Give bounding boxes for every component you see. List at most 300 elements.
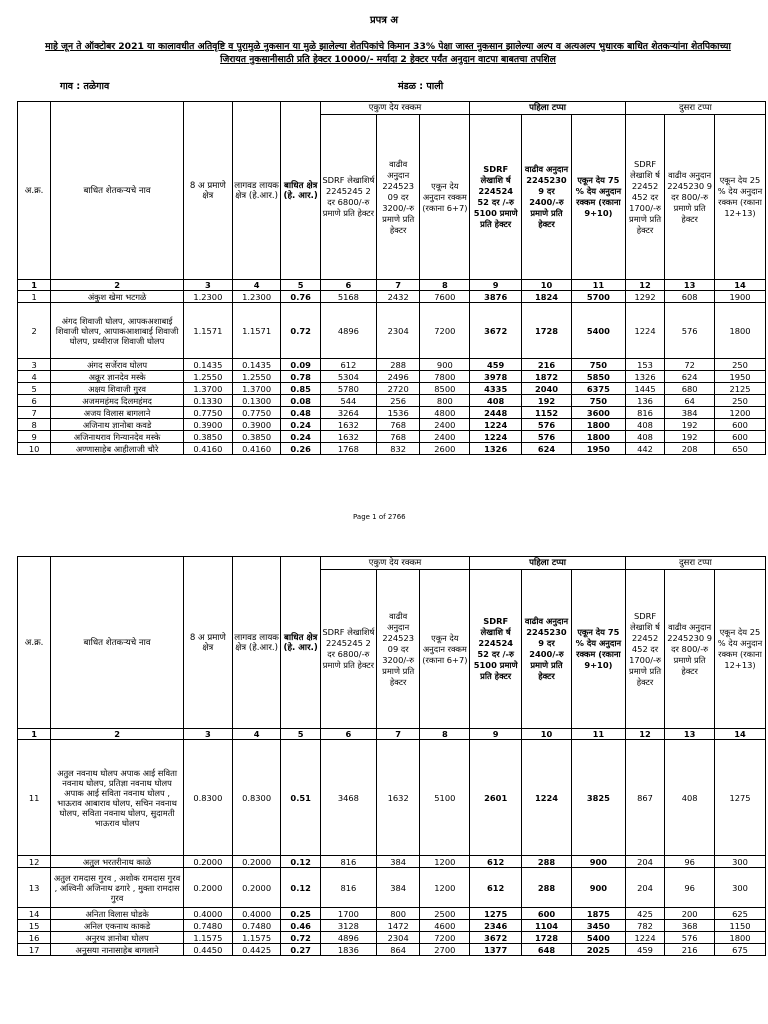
farmer-name-cell: अजय विलास बागलाने [51, 407, 184, 419]
extra-grant-cell: 800 [376, 908, 420, 920]
affected-area-cell: 0.72 [281, 932, 320, 944]
cultivable-area-header: लागवड लायक क्षेत्र (हे.आर.) [232, 102, 281, 280]
column-number: 12 [625, 280, 664, 291]
second-sdrf-cell: 1224 [625, 932, 664, 944]
first-sdrf-cell: 3876 [470, 291, 522, 303]
extra-grant-cell: 1536 [376, 407, 420, 419]
sdrf-amount-cell: 1632 [320, 431, 376, 443]
first-extra-cell: 1728 [522, 303, 572, 359]
column-number: 1 [18, 280, 51, 291]
second-total-cell: 1200 [715, 407, 766, 419]
group-second-installment-header: दुसरा टप्पा [625, 557, 765, 570]
first-total-cell: 5400 [571, 303, 625, 359]
area-8a-cell: 0.4000 [183, 908, 232, 920]
col6-header: SDRF लेखाशिर्ष 2245245 2 दर 6800/-रु प्रमाणे प्रति हेक्टर [320, 115, 376, 280]
sdrf-amount-cell: 816 [320, 856, 376, 868]
serial-no-cell: 2 [18, 303, 51, 359]
cultivable-area-cell: 1.2550 [232, 371, 281, 383]
cultivable-area-cell: 1.1571 [232, 303, 281, 359]
table-row [18, 431, 766, 443]
first-sdrf-cell: 1326 [470, 443, 522, 455]
total-grant-cell: 800 [420, 395, 470, 407]
extra-grant-cell: 2720 [376, 383, 420, 395]
sdrf-amount-cell: 544 [320, 395, 376, 407]
first-sdrf-cell: 1224 [470, 431, 522, 443]
column-number-row [18, 729, 766, 740]
cultivable-area-cell: 1.2300 [232, 291, 281, 303]
second-sdrf-cell: 816 [625, 407, 664, 419]
first-sdrf-cell: 2346 [470, 920, 522, 932]
second-sdrf-cell: 204 [625, 868, 664, 908]
group-total-header: एकुण देय रक्कम [320, 102, 469, 115]
column-number: 1 [18, 729, 51, 740]
second-extra-cell: 624 [665, 371, 715, 383]
extra-grant-cell: 2304 [376, 303, 420, 359]
farmer-name-cell: अजममहंमद दिलमहंमद [51, 395, 184, 407]
sdrf-amount-cell: 5304 [320, 371, 376, 383]
serial-no-cell: 1 [18, 291, 51, 303]
col14-header: एकून देय 25 % देय अनुदान रक्कम (रकाना 12+13) [715, 570, 766, 729]
column-number: 14 [715, 729, 766, 740]
first-total-cell: 1800 [571, 431, 625, 443]
farmer-name-cell: अनुसया नानासाहेब बागलाने [51, 944, 184, 956]
sdrf-amount-cell: 4896 [320, 303, 376, 359]
table-row [18, 371, 766, 383]
column-number: 4 [232, 280, 281, 291]
second-sdrf-cell: 459 [625, 944, 664, 956]
document-heading: माहे जून ते ऑक्टोबर 2021 या कालावधीत अतिवृष्टि व पुरामुळे नुकसान या मुळे झालेल्या शेतपिकांचे किमान 33% पेक्षा जास्त नुकसान झालेल्या अल्प व अत्यअल्प भुधारक बाधित शेतकऱ्यांना शेतपिकाच्या जिरायत नुकसानीसाठी प्रति हेक्टर 10000/- मर्यादा 2 हेक्टर पर्यंत अनुदान वाटपा बाबतचा तपशिल [45, 41, 731, 65]
first-sdrf-cell: 4335 [470, 383, 522, 395]
column-number: 7 [376, 729, 420, 740]
affected-area-cell: 0.51 [281, 740, 320, 856]
cultivable-area-header: लागवड लायक क्षेत्र (हे.आर.) [232, 557, 281, 729]
first-total-cell: 1950 [571, 443, 625, 455]
sdrf-amount-cell: 1836 [320, 944, 376, 956]
table-body [18, 557, 766, 956]
group-first-installment-header: पहिला टप्पा [470, 102, 626, 115]
second-total-cell: 250 [715, 395, 766, 407]
serial-no-cell: 12 [18, 856, 51, 868]
affected-area-cell: 0.48 [281, 407, 320, 419]
column-number: 14 [715, 280, 766, 291]
first-total-cell: 3825 [571, 740, 625, 856]
second-sdrf-cell: 408 [625, 431, 664, 443]
first-total-cell: 750 [571, 359, 625, 371]
first-extra-cell: 624 [522, 443, 572, 455]
col10-header: वाढीव अनुदान 2245230 9 दर 2400/-रु प्रमाणे प्रति हेक्टर [522, 115, 572, 280]
total-grant-cell: 900 [420, 359, 470, 371]
serial-no-cell: 14 [18, 908, 51, 920]
group-total-header: एकुण देय रक्कम [320, 557, 469, 570]
farmer-name-cell: अक्रूर ज्ञानदेव मस्के [51, 371, 184, 383]
farmer-name-cell: अतुल भरतरीनाथ काळे [51, 856, 184, 868]
sdrf-amount-cell: 816 [320, 868, 376, 908]
column-number: 3 [183, 729, 232, 740]
second-total-cell: 650 [715, 443, 766, 455]
area-8a-cell: 0.7750 [183, 407, 232, 419]
area-8a-cell: 0.4450 [183, 944, 232, 956]
cultivable-area-cell: 1.1575 [232, 932, 281, 944]
first-total-cell: 1800 [571, 419, 625, 431]
column-number: 8 [420, 729, 470, 740]
second-total-cell: 600 [715, 431, 766, 443]
serial-no-cell: 3 [18, 359, 51, 371]
serial-no-cell: 15 [18, 920, 51, 932]
total-grant-cell: 2700 [420, 944, 470, 956]
cultivable-area-cell: 0.8300 [232, 740, 281, 856]
area-8a-cell: 0.3850 [183, 431, 232, 443]
farmer-name-cell: अक्षय शिवाजी गुरव [51, 383, 184, 395]
table-row [18, 443, 766, 455]
table-row [18, 944, 766, 956]
col8-header: एकून देय अनुदान रक्कम (रकाना 6+7) [420, 570, 470, 729]
first-total-cell: 900 [571, 868, 625, 908]
sdrf-amount-cell: 5780 [320, 383, 376, 395]
total-grant-cell: 8500 [420, 383, 470, 395]
serial-no-cell: 7 [18, 407, 51, 419]
farmer-name-cell: अतुल नवनाथ घोलप अपाक आई सविता नवनाथ घोलप, प्रतिज्ञा नवनाथ घोलप अपाक आई सविता नवनाथ घोलप , भाऊराव आबाराव घोलप, सचिन नवनाथ घोलप, सविता नवनाथ घोलप, सुदामती भाऊराव घोलप [51, 740, 184, 856]
total-grant-cell: 7800 [420, 371, 470, 383]
extra-grant-cell: 768 [376, 431, 420, 443]
second-sdrf-cell: 1224 [625, 303, 664, 359]
column-number: 12 [625, 729, 664, 740]
affected-area-header: बाधित क्षेत्र (हे. आर.) [281, 102, 320, 280]
cultivable-area-cell: 0.3900 [232, 419, 281, 431]
first-extra-cell: 288 [522, 856, 572, 868]
affected-area-cell: 0.46 [281, 920, 320, 932]
first-extra-cell: 288 [522, 868, 572, 908]
second-extra-cell: 576 [665, 303, 715, 359]
area-8a-cell: 0.7480 [183, 920, 232, 932]
farmer-name-cell: अंगद शिवाजी घोलप, आपकअशाबाई शिवाजी घोलप, आपाकआशाबाई शिवाजी घोलप, प्रथ्वीराज शिवाजी घोलप [51, 303, 184, 359]
first-extra-cell: 1152 [522, 407, 572, 419]
cultivable-area-cell: 0.2000 [232, 868, 281, 908]
column-number: 9 [470, 280, 522, 291]
extra-grant-cell: 2304 [376, 932, 420, 944]
column-number: 10 [522, 280, 572, 291]
first-extra-cell: 576 [522, 431, 572, 443]
second-extra-cell: 192 [665, 431, 715, 443]
column-number: 8 [420, 280, 470, 291]
table-row [18, 419, 766, 431]
second-sdrf-cell: 425 [625, 908, 664, 920]
serial-no-cell: 11 [18, 740, 51, 856]
sdrf-amount-cell: 5168 [320, 291, 376, 303]
col12-header: SDRF लेखाशि र्ष 22452 452 दर 1700/-रु प्रमाणे प्रति हेक्टर [625, 115, 664, 280]
affected-area-cell: 0.24 [281, 419, 320, 431]
cultivable-area-cell: 0.4425 [232, 944, 281, 956]
area-8a-header: 8 अ प्रमाणे क्षेत्र [183, 102, 232, 280]
farmer-name-header: बाधित शेतकऱ्यचे नाव [51, 102, 184, 280]
second-extra-cell: 680 [665, 383, 715, 395]
column-number: 4 [232, 729, 281, 740]
first-sdrf-cell: 612 [470, 856, 522, 868]
first-total-cell: 5700 [571, 291, 625, 303]
second-extra-cell: 72 [665, 359, 715, 371]
total-grant-cell: 7200 [420, 932, 470, 944]
col13-header: वाढीव अनुदान 2245230 9 दर 800/-रु प्रमाणे प्रति हेक्टर [665, 115, 715, 280]
farmer-name-cell: अंगद सर्जेराव घोलप [51, 359, 184, 371]
affected-area-cell: 0.12 [281, 856, 320, 868]
second-total-cell: 2125 [715, 383, 766, 395]
col13-header: वाढीव अनुदान 2245230 9 दर 800/-रु प्रमाणे प्रति हेक्टर [665, 570, 715, 729]
cultivable-area-cell: 0.7750 [232, 407, 281, 419]
column-number: 6 [320, 729, 376, 740]
first-sdrf-cell: 459 [470, 359, 522, 371]
total-grant-cell: 7600 [420, 291, 470, 303]
cultivable-area-cell: 0.2000 [232, 856, 281, 868]
circle-label: मंडळ : पाली [398, 81, 444, 92]
cultivable-area-cell: 0.7480 [232, 920, 281, 932]
second-extra-cell: 368 [665, 920, 715, 932]
first-sdrf-cell: 3978 [470, 371, 522, 383]
table-row [18, 856, 766, 868]
col9-header: SDRF लेखाशि र्ष 224524 52 दर /-रु 5100 प्रमाणे प्रति हेक्टर [470, 115, 522, 280]
column-number: 13 [665, 280, 715, 291]
table-row [18, 868, 766, 908]
affected-area-cell: 0.27 [281, 944, 320, 956]
second-extra-cell: 96 [665, 868, 715, 908]
affected-area-cell: 0.85 [281, 383, 320, 395]
second-extra-cell: 408 [665, 740, 715, 856]
table-row [18, 920, 766, 932]
col8-header: एकून देय अनुदान रक्कम (रकाना 6+7) [420, 115, 470, 280]
farmer-name-header: बाधित शेतकऱ्यचे नाव [51, 557, 184, 729]
extra-grant-cell: 832 [376, 443, 420, 455]
first-sdrf-cell: 2448 [470, 407, 522, 419]
extra-grant-cell: 864 [376, 944, 420, 956]
second-total-cell: 1150 [715, 920, 766, 932]
first-total-cell: 3450 [571, 920, 625, 932]
total-grant-cell: 2500 [420, 908, 470, 920]
col9-header: SDRF लेखाशि र्ष 224524 52 दर /-रु 5100 प्रमाणे प्रति हेक्टर [470, 570, 522, 729]
col12-header: SDRF लेखाशि र्ष 22452 452 दर 1700/-रु प्रमाणे प्रति हेक्टर [625, 570, 664, 729]
first-extra-cell: 1728 [522, 932, 572, 944]
form-title: प्रपत्र अ [369, 15, 398, 26]
first-sdrf-cell: 3672 [470, 303, 522, 359]
farmer-name-cell: अजिनाथ ज्ञानोबा कवडे [51, 419, 184, 431]
group-first-installment-header: पहिला टप्पा [470, 557, 626, 570]
total-grant-cell: 5100 [420, 740, 470, 856]
area-8a-cell: 0.3900 [183, 419, 232, 431]
farmer-name-cell: अण्णासाहेब आहीलाजी चौरे [51, 443, 184, 455]
second-extra-cell: 64 [665, 395, 715, 407]
first-extra-cell: 600 [522, 908, 572, 920]
second-sdrf-cell: 136 [625, 395, 664, 407]
table-row [18, 932, 766, 944]
sdrf-amount-cell: 3264 [320, 407, 376, 419]
sdrf-amount-cell: 1632 [320, 419, 376, 431]
cultivable-area-cell: 0.3850 [232, 431, 281, 443]
first-extra-cell: 648 [522, 944, 572, 956]
affected-area-cell: 0.78 [281, 371, 320, 383]
column-number: 6 [320, 280, 376, 291]
first-total-cell: 2025 [571, 944, 625, 956]
serial-no-cell: 5 [18, 383, 51, 395]
second-extra-cell: 96 [665, 856, 715, 868]
second-extra-cell: 192 [665, 419, 715, 431]
serial-no-cell: 4 [18, 371, 51, 383]
cultivable-area-cell: 0.4000 [232, 908, 281, 920]
second-total-cell: 625 [715, 908, 766, 920]
col14-header: एकून देय 25 % देय अनुदान रक्कम (रकाना 12+13) [715, 115, 766, 280]
table-row [18, 407, 766, 419]
area-8a-cell: 0.2000 [183, 868, 232, 908]
second-extra-cell: 576 [665, 932, 715, 944]
second-extra-cell: 208 [665, 443, 715, 455]
affected-area-cell: 0.08 [281, 395, 320, 407]
village-label: गाव : तळेगाव [60, 81, 110, 92]
first-extra-cell: 1824 [522, 291, 572, 303]
serial-no-cell: 8 [18, 419, 51, 431]
total-grant-cell: 2400 [420, 419, 470, 431]
table-row [18, 383, 766, 395]
area-8a-header: 8 अ प्रमाणे क्षेत्र [183, 557, 232, 729]
total-grant-cell: 1200 [420, 856, 470, 868]
col11-header: एकून देय 75 % देय अनुदान रक्कम (रकाना 9+10) [571, 115, 625, 280]
second-sdrf-cell: 153 [625, 359, 664, 371]
first-sdrf-cell: 1275 [470, 908, 522, 920]
farmer-name-cell: अनुरथ ज्ञानोबा घोलप [51, 932, 184, 944]
column-number: 10 [522, 729, 572, 740]
total-grant-cell: 4600 [420, 920, 470, 932]
serial-header: अ.क्र. [18, 557, 51, 729]
cultivable-area-cell: 0.1300 [232, 395, 281, 407]
first-extra-cell: 2040 [522, 383, 572, 395]
column-number: 5 [281, 729, 320, 740]
group-header-row [18, 102, 766, 115]
area-8a-cell: 1.2550 [183, 371, 232, 383]
group-header-row [18, 557, 766, 570]
serial-no-cell: 9 [18, 431, 51, 443]
area-8a-cell: 0.4160 [183, 443, 232, 455]
col6-header: SDRF लेखाशिर्ष 2245245 2 दर 6800/-रु प्रमाणे प्रति हेक्टर [320, 570, 376, 729]
sdrf-amount-cell: 1768 [320, 443, 376, 455]
group-second-installment-header: दुसरा टप्पा [625, 102, 765, 115]
first-sdrf-cell: 408 [470, 395, 522, 407]
sdrf-amount-cell: 3128 [320, 920, 376, 932]
second-total-cell: 300 [715, 856, 766, 868]
extra-grant-cell: 768 [376, 419, 420, 431]
first-extra-cell: 1224 [522, 740, 572, 856]
serial-header: अ.क्र. [18, 102, 51, 280]
first-sdrf-cell: 1377 [470, 944, 522, 956]
second-total-cell: 250 [715, 359, 766, 371]
second-total-cell: 675 [715, 944, 766, 956]
first-sdrf-cell: 2601 [470, 740, 522, 856]
first-sdrf-cell: 3672 [470, 932, 522, 944]
serial-no-cell: 16 [18, 932, 51, 944]
area-8a-cell: 1.1571 [183, 303, 232, 359]
total-grant-cell: 2400 [420, 431, 470, 443]
column-number: 11 [571, 729, 625, 740]
table-row [18, 303, 766, 359]
first-total-cell: 900 [571, 856, 625, 868]
second-sdrf-cell: 782 [625, 920, 664, 932]
second-total-cell: 1275 [715, 740, 766, 856]
second-sdrf-cell: 1326 [625, 371, 664, 383]
second-extra-cell: 608 [665, 291, 715, 303]
grant-table-page-2 [17, 556, 766, 956]
extra-grant-cell: 256 [376, 395, 420, 407]
farmer-name-cell: अजिनाथराव गिन्यानदेव मस्के [51, 431, 184, 443]
total-grant-cell: 2600 [420, 443, 470, 455]
second-sdrf-cell: 1292 [625, 291, 664, 303]
first-total-cell: 3600 [571, 407, 625, 419]
col7-header: वाढीव अनुदान 224523 09 दर 3200/-रु प्रमाणे प्रति हेक्टर [376, 570, 420, 729]
grant-table-page-1 [17, 101, 766, 455]
total-grant-cell: 7200 [420, 303, 470, 359]
affected-area-header: बाधित क्षेत्र (हे. आर.) [281, 557, 320, 729]
extra-grant-cell: 288 [376, 359, 420, 371]
column-number: 13 [665, 729, 715, 740]
second-extra-cell: 200 [665, 908, 715, 920]
first-extra-cell: 1872 [522, 371, 572, 383]
column-number: 5 [281, 280, 320, 291]
farmer-name-cell: अंकुश खेमा भटगळे [51, 291, 184, 303]
second-sdrf-cell: 204 [625, 856, 664, 868]
affected-area-cell: 0.72 [281, 303, 320, 359]
column-number: 11 [571, 280, 625, 291]
affected-area-cell: 0.24 [281, 431, 320, 443]
cultivable-area-cell: 0.1435 [232, 359, 281, 371]
cultivable-area-cell: 0.4160 [232, 443, 281, 455]
second-extra-cell: 216 [665, 944, 715, 956]
column-number: 2 [51, 280, 184, 291]
table-body [18, 102, 766, 455]
first-total-cell: 6375 [571, 383, 625, 395]
col10-header: वाढीव अनुदान 2245230 9 दर 2400/-रु प्रमाणे प्रति हेक्टर [522, 570, 572, 729]
extra-grant-cell: 2432 [376, 291, 420, 303]
farmer-name-cell: अतुल रामदास गुरव , अशोक रामदास गुरव , अश्विनी अजिनाथ ढगारे , मुक्ता रामदास गुरव [51, 868, 184, 908]
extra-grant-cell: 384 [376, 868, 420, 908]
serial-no-cell: 13 [18, 868, 51, 908]
column-number: 3 [183, 280, 232, 291]
serial-no-cell: 17 [18, 944, 51, 956]
area-8a-cell: 0.1330 [183, 395, 232, 407]
first-total-cell: 750 [571, 395, 625, 407]
column-number: 9 [470, 729, 522, 740]
area-8a-cell: 0.2000 [183, 856, 232, 868]
first-extra-cell: 576 [522, 419, 572, 431]
first-total-cell: 1875 [571, 908, 625, 920]
extra-grant-cell: 384 [376, 856, 420, 868]
serial-no-cell: 6 [18, 395, 51, 407]
farmer-name-cell: अनिता विलास घोडके [51, 908, 184, 920]
first-sdrf-cell: 1224 [470, 419, 522, 431]
page-number: Page 1 of 2766 [353, 513, 406, 521]
table-row [18, 359, 766, 371]
extra-grant-cell: 1632 [376, 740, 420, 856]
table-row [18, 291, 766, 303]
farmer-name-cell: अनिल एकनाथ काकडे [51, 920, 184, 932]
affected-area-cell: 0.12 [281, 868, 320, 908]
area-8a-cell: 1.1575 [183, 932, 232, 944]
second-total-cell: 300 [715, 868, 766, 908]
first-extra-cell: 216 [522, 359, 572, 371]
table-row [18, 395, 766, 407]
area-8a-cell: 0.8300 [183, 740, 232, 856]
second-sdrf-cell: 1445 [625, 383, 664, 395]
second-extra-cell: 384 [665, 407, 715, 419]
column-number: 7 [376, 280, 420, 291]
area-8a-cell: 1.2300 [183, 291, 232, 303]
first-extra-cell: 192 [522, 395, 572, 407]
second-total-cell: 1900 [715, 291, 766, 303]
col11-header: एकून देय 75 % देय अनुदान रक्कम (रकाना 9+10) [571, 570, 625, 729]
second-sdrf-cell: 867 [625, 740, 664, 856]
col7-header: वाढीव अनुदान 224523 09 दर 3200/-रु प्रमाणे प्रति हेक्टर [376, 115, 420, 280]
